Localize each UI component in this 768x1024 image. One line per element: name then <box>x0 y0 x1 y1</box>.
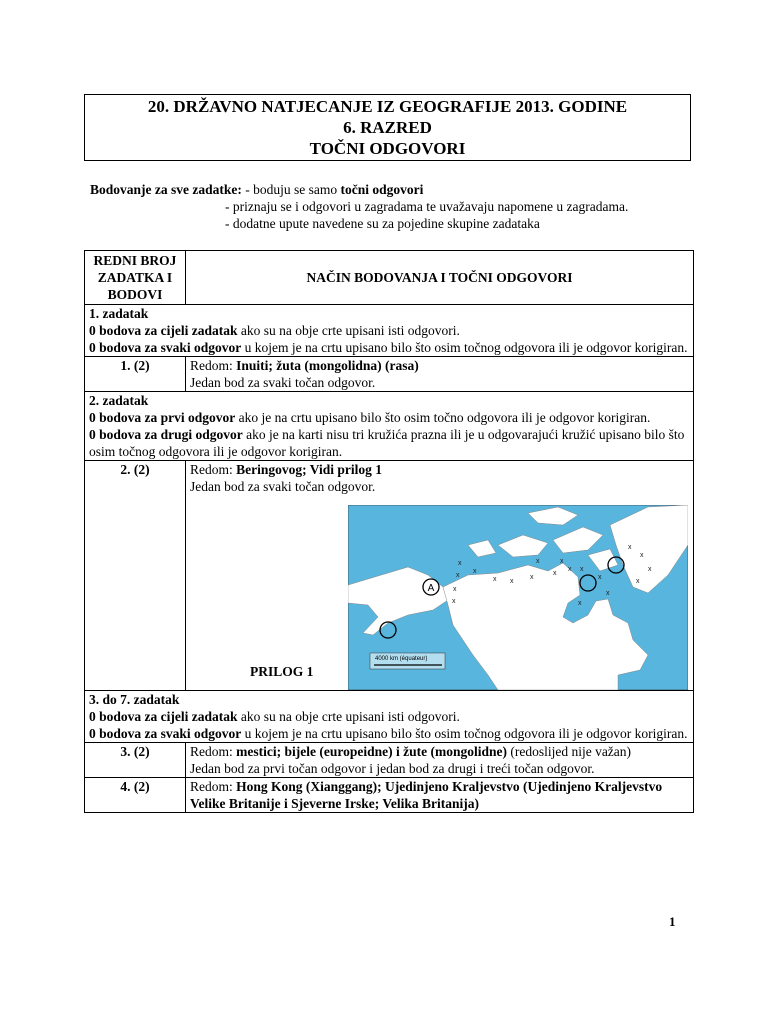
svg-text:x: x <box>640 552 644 559</box>
scoring-label: Bodovanje za sve zadatke: <box>90 182 242 197</box>
svg-text:x: x <box>530 574 534 581</box>
svg-text:x: x <box>568 566 572 573</box>
table-row <box>85 778 694 813</box>
prilog-1-label: PRILOG 1 <box>250 664 314 679</box>
svg-text:x: x <box>553 570 557 577</box>
task-3-note: Jedan bod za prvi točan odgovor i jedan bod za drugi i treći točan odgovor. <box>190 761 595 776</box>
svg-text:x: x <box>452 598 456 605</box>
task-3-number: 3. (2) <box>85 743 186 778</box>
svg-text:x: x <box>473 568 477 575</box>
page-number: 1 <box>669 914 676 929</box>
scoring-rule-1-prefix: - boduju se samo <box>241 182 341 197</box>
svg-text:x: x <box>580 566 584 573</box>
task-2-note: Jedan bod za svaki točan odgovor. <box>190 479 376 494</box>
table-row <box>85 357 694 392</box>
section-1-rule-2-text: u kojem je na crtu upisano bilo što osim točnog odgovora ili je odgovor korigiran. <box>241 340 688 355</box>
section-3-rule-1-bold: 0 bodova za cijeli zadatak <box>89 709 238 724</box>
title-line-2: 6. RAZRED <box>343 118 432 137</box>
section-1-rule-1-bold: 0 bodova za cijeli zadatak <box>89 323 238 338</box>
svg-text:x: x <box>636 578 640 585</box>
task-2-number: 2. (2) <box>85 461 186 691</box>
task-3-suffix: (redoslijed nije važan) <box>506 744 632 759</box>
task-1-note: Jedan bod za svaki točan odgovor. <box>190 375 376 390</box>
answers-table <box>84 250 694 813</box>
task-3-prefix: Redom: <box>190 744 237 759</box>
section-2-rule-1-text: ako je na crtu upisano bilo što osim točno odgovora ili je odgovor korigiran. <box>235 410 651 425</box>
north-america-map <box>348 505 688 690</box>
table-row <box>85 743 694 778</box>
prilog-1-area <box>190 495 689 690</box>
section-3-rule-1-text: ako su na obje crte upisani isti odgovori. <box>237 709 460 724</box>
task-4-number: 4. (2) <box>85 778 186 813</box>
table-header-row <box>85 251 694 305</box>
section-1-rule-1-text: ako su na obje crte upisani isti odgovori. <box>237 323 460 338</box>
task-2-answer: Beringovog; Vidi prilog 1 <box>236 462 383 477</box>
section-3-rule-2-bold: 0 bodova za svaki odgovor <box>89 726 242 741</box>
svg-text:x: x <box>648 566 652 573</box>
section-row-1 <box>85 305 694 357</box>
header-task-number: REDNI BROJ ZADATKA I BODOVI <box>85 251 186 305</box>
svg-text:x: x <box>536 558 540 565</box>
task-1-answer: Inuiti; žuta (mongolidna) (rasa) <box>236 358 419 373</box>
map-label-a: A <box>427 583 435 594</box>
section-2-rule-1-bold: 0 bodova za prvi odgovor <box>89 410 236 425</box>
svg-text:x: x <box>456 572 460 579</box>
section-3-rule-2-text: u kojem je na crtu upisano bilo što osim točnog odgovora ili je odgovor korigiran. <box>241 726 688 741</box>
svg-text:x: x <box>578 600 582 607</box>
svg-text:x: x <box>606 590 610 597</box>
task-2-prefix: Redom: <box>190 462 237 477</box>
task-1-number: 1. (2) <box>85 357 186 392</box>
svg-text:x: x <box>458 560 462 567</box>
title-line-1: 20. DRŽAVNO NATJECANJE IZ GEOGRAFIJE 2013. GODINE <box>147 97 628 116</box>
task-1-prefix: Redom: <box>190 358 237 373</box>
svg-text:x: x <box>560 558 564 565</box>
task-4-prefix: Redom: <box>190 779 237 794</box>
section-row-2 <box>85 392 694 461</box>
map-scale-text: 4000 km (équateur) <box>375 656 428 662</box>
task-4-answer: Hong Kong (Xianggang); Ujedinjeno Kraljevstvo (Ujedinjeno Kraljevstvo Velike Britanije i Sjeverne Irske; Velika Britanija) <box>190 779 663 811</box>
title-line-3: TOČNI ODGOVORI <box>309 139 466 158</box>
document-title-box <box>84 94 691 161</box>
section-2-rule-2-bold: 0 bodova za drugi odgovor <box>89 427 243 442</box>
section-1-title: 1. zadatak <box>89 306 149 321</box>
scoring-rule-1-bold: točni odgovori <box>340 182 424 197</box>
task-3-answer: mestici; bijele (europeidne) i žute (mongolidne) <box>236 744 507 759</box>
section-1-rule-2-bold: 0 bodova za svaki odgovor <box>89 340 242 355</box>
table-row <box>85 461 694 691</box>
svg-text:x: x <box>510 578 514 585</box>
section-2-title: 2. zadatak <box>89 393 149 408</box>
section-2-rule-2-text: ako je na karti nisu tri kružića prazna ili je u odgovarajući kružić upisano bilo što osim točnog odgovora ili je odgovor korigiran. <box>89 427 685 459</box>
svg-text:x: x <box>628 544 632 551</box>
scoring-rule-2: - priznaju se i odgovori u zagradama te uvažavaju napomene u zagradama. <box>225 199 629 214</box>
svg-text:x: x <box>453 586 457 593</box>
svg-text:x: x <box>598 574 602 581</box>
svg-text:x: x <box>493 576 497 583</box>
section-3-title: 3. do 7. zadatak <box>89 692 180 707</box>
scoring-rule-3: - dodatne upute navedene su za pojedine skupine zadataka <box>225 216 540 231</box>
scoring-rules <box>90 181 628 232</box>
header-scoring-method: NAČIN BODOVANJA I TOČNI ODGOVORI <box>186 251 694 305</box>
section-row-3 <box>85 691 694 743</box>
